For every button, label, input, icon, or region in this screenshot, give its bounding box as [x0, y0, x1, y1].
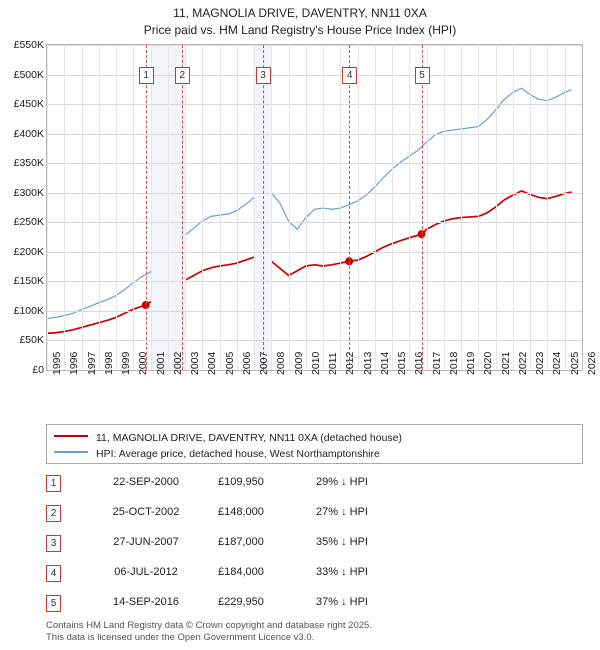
table-row: [46, 470, 583, 500]
event-number-box: 3: [256, 67, 271, 84]
x-axis-tick-label: 1997: [85, 351, 98, 375]
row-date: 27-JUN-2007: [113, 536, 179, 548]
event-line: [422, 45, 424, 370]
chart-plot-area: [46, 44, 583, 371]
event-number-box: 5: [415, 67, 430, 84]
gridline: [582, 45, 583, 370]
row-number-box: 3: [46, 535, 61, 552]
x-axis-tick-label: 1995: [51, 351, 63, 375]
gridline: [461, 45, 462, 370]
legend-swatch-hpi: [54, 451, 88, 453]
event-number-box: 1: [139, 67, 154, 84]
gridline: [47, 252, 582, 253]
gridline: [530, 45, 531, 370]
gridline: [513, 45, 514, 370]
gridline: [47, 45, 48, 370]
legend-label-property: 11, MAGNOLIA DRIVE, DAVENTRY, NN11 0XA (detached house): [96, 432, 403, 444]
x-axis-tick-label: 2021: [499, 351, 512, 375]
x-axis-tick-label: 2020: [482, 351, 495, 375]
row-hpi-delta: 29% ↓ HPI: [316, 476, 368, 488]
x-axis-tick-label: 2014: [378, 351, 391, 375]
row-hpi-delta: 37% ↓ HPI: [316, 596, 368, 608]
event-line: [263, 45, 265, 370]
x-axis-tick-label: 2008: [275, 351, 288, 375]
gridline: [496, 45, 497, 370]
gridline: [375, 45, 376, 370]
x-axis-tick-label: 2015: [396, 351, 409, 375]
gridline: [444, 45, 445, 370]
gridline: [47, 281, 582, 282]
gridline: [47, 134, 582, 135]
footer-line-2: This data is licensed under the Open Government Licence v3.0.: [46, 632, 315, 643]
y-axis-tick-label: £0: [32, 364, 44, 376]
y-axis-tick-label: £350K: [13, 157, 44, 170]
price-series-svg: [47, 45, 582, 370]
y-axis-tick-label: £50K: [19, 334, 44, 347]
x-axis-tick-label: 1996: [68, 351, 81, 375]
x-axis-tick-label: 2002: [171, 351, 184, 375]
x-axis-tick-label: 2007: [258, 351, 271, 375]
y-axis-tick-label: £550K: [13, 39, 44, 51]
gridline: [151, 45, 152, 370]
y-axis-tick-label: £400K: [13, 127, 44, 140]
x-axis-tick-label: 2013: [361, 351, 374, 375]
gridline: [427, 45, 428, 370]
row-date: 25-OCT-2002: [112, 506, 180, 518]
row-number-box: 5: [46, 595, 61, 612]
table-row: [46, 500, 583, 530]
x-axis-tick-label: 2004: [206, 351, 219, 375]
row-number-box: 2: [46, 505, 61, 522]
gridline: [47, 311, 582, 312]
gridline: [306, 45, 307, 370]
x-axis-tick-label: 2023: [534, 351, 547, 375]
gridline: [237, 45, 238, 370]
x-axis-tick-label: 2025: [568, 351, 581, 375]
table-row: [46, 590, 583, 620]
gridline: [358, 45, 359, 370]
x-axis-tick-label: 2026: [586, 351, 598, 375]
x-axis-tick-label: 2000: [137, 351, 150, 375]
row-hpi-delta: 27% ↓ HPI: [316, 506, 368, 518]
x-axis-tick-label: 2011: [327, 352, 340, 375]
gridline: [64, 45, 65, 370]
event-line: [146, 45, 148, 370]
page-subtitle: Price paid vs. HM Land Registry's House Price Index (HPI): [143, 23, 457, 37]
gridline: [47, 193, 582, 194]
gridline: [478, 45, 479, 370]
row-price: £148,000: [218, 506, 264, 518]
gridline: [220, 45, 221, 370]
x-axis-tick-label: 2010: [309, 351, 322, 375]
y-axis-tick-label: £300K: [13, 186, 44, 199]
gridline: [271, 45, 272, 370]
legend-entry-hpi: [54, 448, 380, 460]
y-axis-tick-label: £200K: [13, 245, 44, 258]
event-number-box: 4: [342, 67, 357, 84]
x-axis-tick-label: 2022: [516, 351, 529, 375]
page-title: 11, MAGNOLIA DRIVE, DAVENTRY, NN11 0XA: [173, 6, 427, 20]
row-hpi-delta: 33% ↓ HPI: [316, 566, 368, 578]
x-axis-tick-label: 1999: [120, 351, 133, 375]
x-axis-tick-label: 2006: [240, 351, 253, 375]
y-axis-tick-label: £100K: [13, 304, 44, 317]
gridline: [116, 45, 117, 370]
gridline: [409, 45, 410, 370]
x-axis-tick-label: 2018: [447, 351, 460, 375]
legend-entry-property: [54, 432, 402, 444]
transactions-table: [46, 470, 583, 620]
gridline: [323, 45, 324, 370]
table-row: [46, 560, 583, 590]
gridline: [133, 45, 134, 370]
footer-line-1: Contains HM Land Registry data © Crown copyright and database right 2025.: [46, 620, 372, 631]
x-axis-tick-label: 2005: [223, 351, 236, 375]
x-axis-tick-label: 2001: [154, 351, 167, 375]
chart-legend: [46, 424, 583, 464]
row-date: 06-JUL-2012: [114, 566, 178, 578]
gridline: [47, 45, 582, 46]
gridline: [47, 75, 582, 76]
event-number-box: 2: [175, 67, 190, 84]
row-number-box: 1: [46, 475, 61, 492]
legend-swatch-property: [54, 435, 88, 437]
gridline: [47, 340, 582, 341]
row-price: £184,000: [218, 566, 264, 578]
footer-credits: [46, 620, 586, 644]
row-number-box: 4: [46, 565, 61, 582]
row-hpi-delta: 35% ↓ HPI: [316, 536, 368, 548]
y-axis-tick-label: £450K: [13, 98, 44, 111]
event-line: [182, 45, 184, 370]
gridline: [168, 45, 169, 370]
y-axis-tick-label: £150K: [13, 275, 44, 288]
gridline: [392, 45, 393, 370]
gridline: [340, 45, 341, 370]
x-axis-tick-label: 1998: [102, 351, 115, 375]
series-line: [47, 191, 572, 333]
gridline: [565, 45, 566, 370]
x-axis-tick-label: 2003: [189, 351, 202, 375]
gridline: [99, 45, 100, 370]
y-axis-tick-label: £250K: [13, 216, 44, 229]
gridline: [254, 45, 255, 370]
y-axis-tick-label: £500K: [13, 68, 44, 81]
x-axis-tick-label: 2019: [465, 351, 478, 375]
gridline: [202, 45, 203, 370]
gridline: [47, 104, 582, 105]
row-price: £229,950: [218, 596, 264, 608]
gridline: [185, 45, 186, 370]
x-axis-tick-label: 2017: [430, 351, 443, 375]
x-axis-tick-label: 2009: [292, 351, 305, 375]
gridline: [47, 222, 582, 223]
event-line: [349, 45, 351, 370]
gridline: [289, 45, 290, 370]
row-price: £109,950: [218, 476, 264, 488]
row-date: 14-SEP-2016: [112, 596, 180, 608]
x-axis-tick-label: 2012: [344, 351, 357, 375]
gridline: [547, 45, 548, 370]
gridline: [82, 45, 83, 370]
gridline: [47, 163, 582, 164]
x-axis-tick-label: 2024: [551, 351, 564, 375]
x-axis-tick-label: 2016: [413, 351, 426, 375]
legend-label-hpi: HPI: Average price, detached house, West Northamptonshire: [96, 448, 380, 460]
series-line: [47, 88, 572, 318]
table-row: [46, 530, 583, 560]
row-date: 22-SEP-2000: [112, 476, 180, 488]
row-price: £187,000: [218, 536, 264, 548]
